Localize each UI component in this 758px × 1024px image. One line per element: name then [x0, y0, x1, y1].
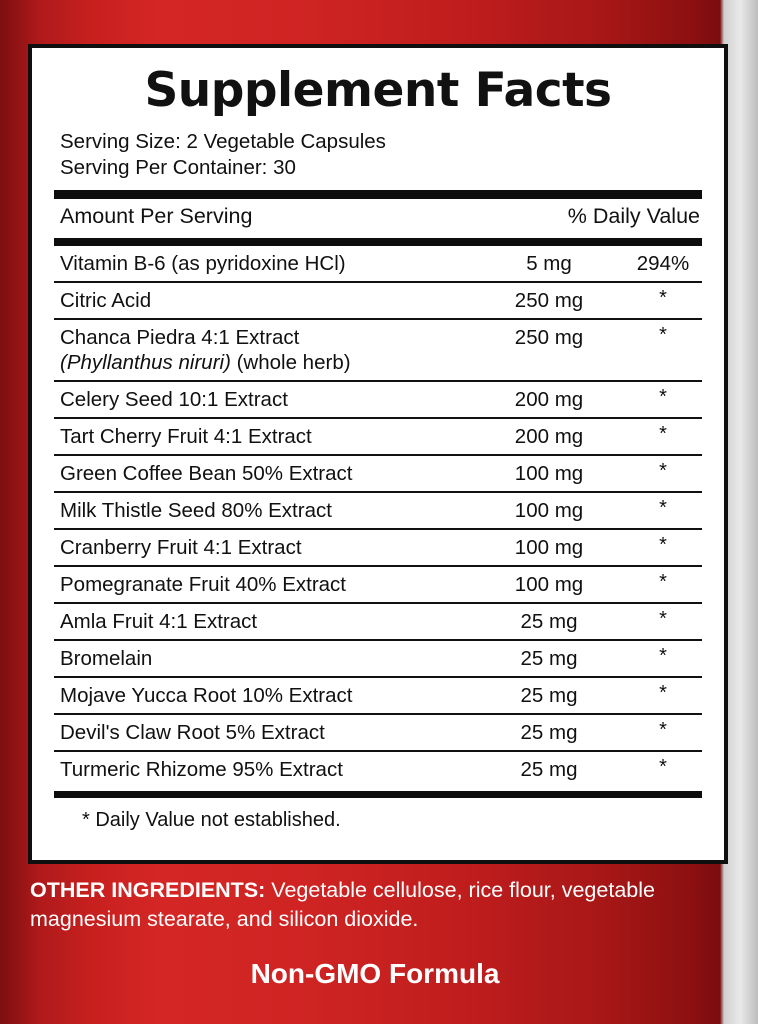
ingredient-name: Celery Seed 10:1 Extract	[60, 388, 288, 412]
ingredient-daily-value: *	[659, 608, 667, 631]
other-ingredients-text: Vegetable cellulose, rice flour, vegetable magnesium stearate, and silicon dioxide.	[30, 878, 655, 932]
table-row	[54, 493, 702, 528]
table-row	[54, 382, 702, 417]
ingredient-daily-value: *	[659, 386, 667, 409]
serving-size: Serving Size: 2 Vegetable Capsules	[60, 130, 386, 154]
ingredient-amount: 100 mg	[514, 499, 584, 523]
ingredient-daily-value: *	[659, 534, 667, 557]
ingredient-amount: 25 mg	[520, 647, 578, 671]
other-ingredients	[30, 876, 730, 934]
table-row	[54, 641, 702, 676]
ingredient-daily-value: *	[659, 287, 667, 310]
ingredient-amount: 25 mg	[520, 610, 578, 634]
label-inner	[14, 10, 714, 1014]
ingredient-daily-value: *	[659, 497, 667, 520]
supplement-facts-panel	[28, 44, 728, 864]
table-row	[54, 715, 702, 750]
table-row	[54, 456, 702, 491]
ingredient-daily-value: *	[659, 460, 667, 483]
ingredient-daily-value: *	[659, 719, 667, 742]
other-ingredients-heading: OTHER INGREDIENTS:	[30, 878, 266, 902]
ingredient-name: Chanca Piedra 4:1 Extract (Phyllanthus niruri) (whole herb)	[60, 326, 351, 375]
page-title: Supplement Facts	[144, 63, 612, 118]
ingredient-amount: 25 mg	[520, 758, 578, 782]
footnote: * Daily Value not established.	[82, 809, 341, 832]
ingredient-amount: 250 mg	[514, 326, 584, 350]
ingredient-name: Mojave Yucca Root 10% Extract	[60, 684, 353, 708]
ingredient-daily-value: *	[659, 571, 667, 594]
ingredient-name: Cranberry Fruit 4:1 Extract	[60, 536, 302, 560]
table-row	[54, 604, 702, 639]
ingredient-name: Bromelain	[60, 647, 153, 671]
ingredient-amount: 25 mg	[520, 721, 578, 745]
ingredient-daily-value: *	[659, 423, 667, 446]
table-row	[54, 567, 702, 602]
ingredient-amount: 250 mg	[514, 289, 584, 313]
table-row	[54, 419, 702, 454]
table-row	[54, 530, 702, 565]
table-row	[54, 283, 702, 318]
ingredient-amount: 100 mg	[514, 573, 584, 597]
ingredient-daily-value: *	[659, 682, 667, 705]
ingredient-name: Pomegranate Fruit 40% Extract	[60, 573, 346, 597]
divider-thick-top	[54, 190, 702, 199]
ingredient-name: Devil's Claw Root 5% Extract	[60, 721, 325, 745]
ingredient-daily-value: 294%	[636, 252, 690, 276]
divider-thick-second	[54, 238, 702, 246]
table-row	[54, 678, 702, 713]
ingredient-table	[54, 246, 702, 787]
ingredient-amount: 5 mg	[526, 252, 572, 276]
table-row	[54, 752, 702, 787]
ingredient-name: Citric Acid	[60, 289, 152, 313]
ingredient-amount: 200 mg	[514, 425, 584, 449]
ingredient-name: Amla Fruit 4:1 Extract	[60, 610, 258, 634]
divider-thick-bottom	[54, 791, 702, 798]
ingredient-daily-value: *	[659, 324, 667, 347]
table-header-row	[54, 199, 702, 234]
ingredient-amount: 100 mg	[514, 462, 584, 486]
non-gmo-formula: Non-GMO Formula	[250, 958, 500, 989]
ingredient-name: Green Coffee Bean 50% Extract	[60, 462, 353, 486]
table-row	[54, 320, 702, 380]
ingredient-amount: 200 mg	[514, 388, 584, 412]
ingredient-daily-value: *	[659, 756, 667, 779]
ingredient-name: Turmeric Rhizome 95% Extract	[60, 758, 343, 782]
servings-per-container: Serving Per Container: 30	[60, 155, 296, 179]
ingredient-name: Tart Cherry Fruit 4:1 Extract	[60, 425, 312, 449]
table-row	[54, 246, 702, 281]
daily-value-header: % Daily Value	[567, 204, 700, 229]
amount-per-serving-header: Amount Per Serving	[60, 204, 253, 229]
ingredient-name: Milk Thistle Seed 80% Extract	[60, 499, 332, 523]
ingredient-daily-value: *	[659, 645, 667, 668]
ingredient-amount: 25 mg	[520, 684, 578, 708]
ingredient-amount: 100 mg	[514, 536, 584, 560]
ingredient-name: Vitamin B-6 (as pyridoxine HCl)	[60, 252, 346, 276]
